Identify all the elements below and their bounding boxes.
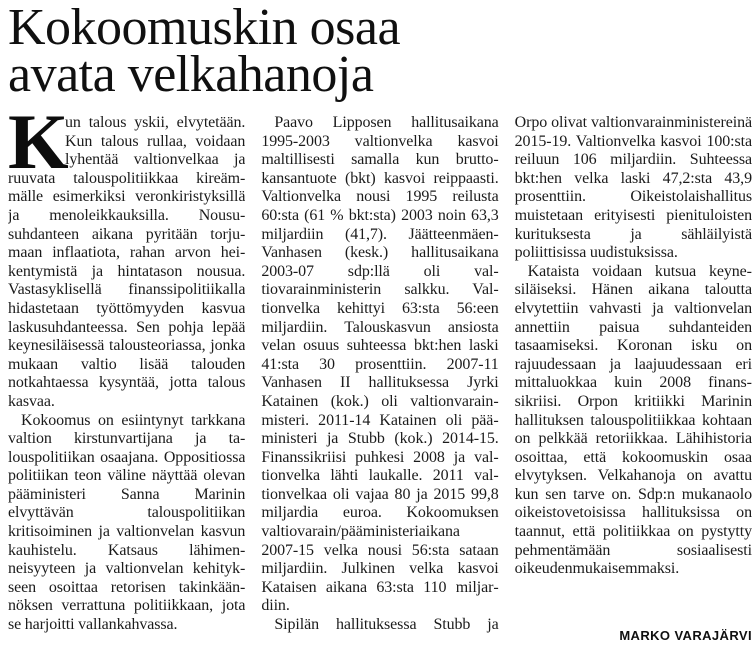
paragraph: Kokoomus on esiintynyt tarkkana valtion kirstunvartijana ja talouspolitiikan osaajana. Oppositiossa politiikan teon väline näyttää olevan pääministeri Sanna Marinin elvyttävän talouspolitiikan kritisoiminen ja valtionvelan kasvun kauhistelu. Katsaus lähimenneisyyteen ja valtionvelan kehitykseen osoittaa retorisen takinkäännöksen verrattuna politiikkaan, jota se harjoitti vallankahvassa. <box>8 411 246 634</box>
column-3 <box>515 114 752 646</box>
paragraph: Sipilän hallituksessa Stubb ja <box>274 616 499 634</box>
column-2 <box>261 114 498 646</box>
paragraph-lead <box>8 114 245 412</box>
headline-line-1: Kokoomuskin osaa <box>8 0 401 56</box>
drop-cap: K <box>8 114 69 185</box>
headline <box>8 0 755 103</box>
column-1 <box>8 114 245 646</box>
headline-line-2: avata velkahanoja <box>8 46 374 103</box>
byline-author: MARKO VARAJÄRVI <box>619 628 752 643</box>
paragraph: Kataista voidaan kutsua keynesiläiseksi. Hänen aikana taloutta elvytettiin vahvasti ja valtionvelan annettiin paisua suhdanteiden tasaamiseksi. Koronan isku on rajuudessaan ja laajuudessaan eri mittaluokkaa kuin 2008 finanssikriisi. Orpon kritiikki Marinin hallituksen talouspolitiikkaa kohtaan on pelkkää retoriikkaa. Lähihistoria osoittaa, että kokoomuskin osaa elvytyksen. Velkahanoja on avattu kun sen tarve on. Sdp:n mukanaolo oikeistovetoisissa hallituksissa on taannut, että politiikkaa on pystytty pehmentämään sosiaalisesti oikeudenmukaisemmaksi. <box>514 262 752 578</box>
article-columns <box>8 114 752 646</box>
paragraph-text: un talous yskii, elvytetään. Kun talous rullaa, voidaan lyhentää valtionvelkaa ja ruuvata talouspolitiikkaa kireämmälle esimerkiksi veronkiristyksillä ja menoleikkauksilla. Noususuhdanteen aikana pyritään torjumaan inflaatiota, rahan arvon heikentymistä ja hintatason nousua. Vastasyklisellä finanssipolitiikalla hidastetaan työttömyyden kasvua laskusuhdanteessa. Sen pohja lepää keynesiläisessä talousteoriassa, jonka mukaan valtio lisää talouden notkahtaessa kysyntää, jotta talous kasvaa. <box>8 114 246 410</box>
paragraph: Paavo Lipposen hallitusaikana 1995-2003 valtionvelka kasvoi maltillisesti samalla kun bruttokansantuote (bkt) kasvoi reippaasti. Valtionvelka nousi 1995 reilusta 60:sta (61 % bkt:sta) 2003 noin 63,3 miljardiin (41,7). Jäätteenmäen-Vanhasen (kesk.) hallitusaikana 2003-07 sdp:llä oli valtiovarainministerin salkku. Valtionvelka kehittyi 63:sta 56:een miljardiin. Talouskasvun ansiosta velan osuus suhteessa bkt:hen laski 41:sta 30 prosenttiin. 2007-11 Vanhasen II hallituksessa Jyrki Katainen (kok.) oli valtionvarainmisteri. 2011-14 Katainen oli pääministeri ja Stubb (kok.) 2014-15. Finanssikriisi puhkesi 2008 ja valtionvelka lähti laukalle. 2011 valtionvelkaa oli vajaa 80 ja 2015 99,8 miljardia euroa. Kokoomuksen valtiovarain/pääministeriaikana 2007-15 velka nousi 56:sta sataan miljardiin. Julkinen velka kasvoi Kataisen aikana 63:sta 110 miljardiin. <box>261 114 499 615</box>
paragraph-continuation: Orpo olivat valtionvarainministereinä 2015-19. Valtionvelka kasvoi 100:sta reiluun 106 miljardiin. Suhteessa bkt:hen velka laski 47,2:sta 43,9 prosenttiin. Oikeistolaishallitus muistetaan erityisesti pienituloisten kurituksesta ja sähläilyistä poliittisissa uudistuksissa. <box>514 114 752 262</box>
